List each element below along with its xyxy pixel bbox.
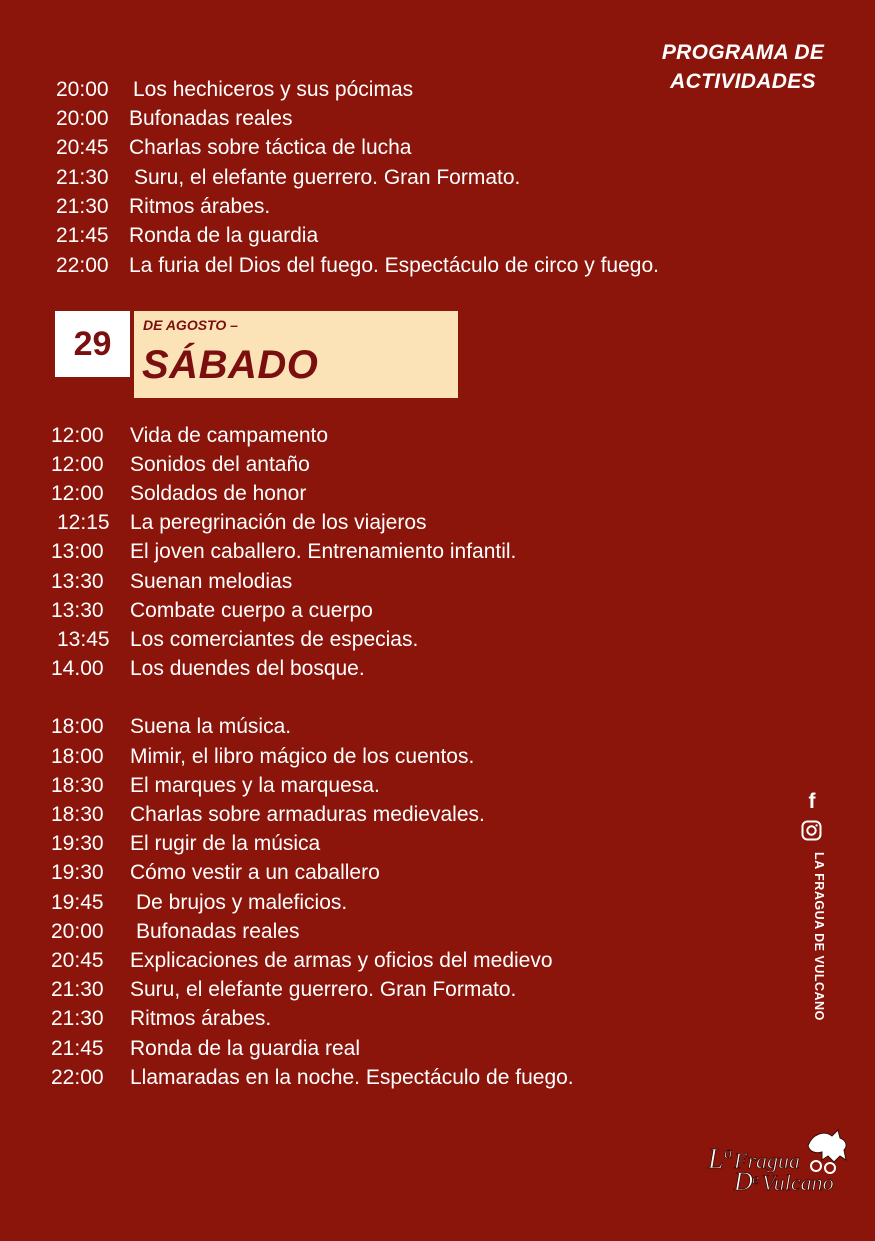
time: 13:30: [51, 570, 104, 593]
activity: Llamaradas en la noche. Espectáculo de fuego.: [130, 1066, 574, 1089]
activity: Los duendes del bosque.: [130, 657, 365, 680]
time: 18:00: [51, 745, 104, 768]
svg-text:a: a: [724, 1143, 733, 1162]
time: 21:30: [56, 166, 109, 189]
time: 14.00: [51, 657, 104, 680]
time: 13:00: [51, 540, 104, 563]
instagram-icon[interactable]: [801, 820, 822, 841]
activity: Cómo vestir a un caballero: [130, 861, 380, 884]
activity: La peregrinación de los viajeros: [130, 511, 427, 534]
activity: Sonidos del antaño: [130, 453, 310, 476]
activity: Suenan melodias: [130, 570, 293, 593]
la-fragua-de-vulcano-logo: [704, 1124, 856, 1196]
time: 20:00: [56, 107, 109, 130]
time: 18:30: [51, 774, 104, 797]
activity: Explicaciones de armas y oficios del medievo: [130, 949, 553, 972]
svg-text:e: e: [752, 1171, 760, 1188]
time: 20:45: [56, 136, 109, 159]
activity: Los comerciantes de especias.: [130, 628, 419, 651]
activity: Suru, el elefante guerrero. Gran Formato.: [134, 166, 521, 189]
time: 19:45: [51, 891, 104, 914]
day-banner: [134, 311, 458, 398]
svg-text:Vulcano: Vulcano: [762, 1170, 834, 1195]
activity: Charlas sobre táctica de lucha: [129, 136, 412, 159]
time: 19:30: [51, 832, 104, 855]
time: 12:00: [51, 453, 104, 476]
activity: Suru, el elefante guerrero. Gran Formato.: [130, 978, 517, 1001]
activity: Ritmos árabes.: [130, 1007, 272, 1030]
activity: De brujos y maleficios.: [136, 891, 348, 914]
activity: La furia del Dios del fuego. Espectáculo de circo y fuego.: [129, 254, 659, 277]
time: 21:30: [56, 195, 109, 218]
svg-text:L: L: [708, 1144, 724, 1175]
activity: Bufonadas reales: [136, 920, 300, 943]
time: 12:00: [51, 482, 104, 505]
day-subtitle: DE AGOSTO –: [143, 317, 238, 333]
program-header: [630, 38, 856, 96]
activity: Combate cuerpo a cuerpo: [130, 599, 373, 622]
activity: Bufonadas reales: [129, 107, 293, 130]
activity: Ronda de la guardia: [129, 224, 319, 247]
time: 20:00: [51, 920, 104, 943]
time: 21:45: [51, 1037, 104, 1060]
activity: El joven caballero. Entrenamiento infantil.: [130, 540, 517, 563]
facebook-icon[interactable]: f: [808, 790, 816, 813]
time: 20:45: [51, 949, 104, 972]
social-handle: LA FRAGUA DE VULCANO: [812, 852, 826, 1021]
activity: El marques y la marquesa.: [130, 774, 380, 797]
time: 21:45: [56, 224, 109, 247]
day-weekday: SÁBADO: [142, 343, 319, 387]
time: 13:30: [51, 599, 104, 622]
day-number: 29: [55, 311, 130, 377]
activity: Vida de campamento: [130, 424, 329, 447]
activity: Soldados de honor: [130, 482, 307, 505]
time: 13:45: [57, 628, 110, 651]
header-line-2: ACTIVIDADES: [670, 70, 816, 93]
svg-text:D: D: [734, 1167, 753, 1196]
activity: Ronda de la guardia real: [130, 1037, 360, 1060]
time: 12:15: [57, 511, 110, 534]
time: 19:30: [51, 861, 104, 884]
time: 12:00: [51, 424, 104, 447]
activity: Mimir, el libro mágico de los cuentos.: [130, 745, 475, 768]
header-line-1: PROGRAMA DE: [661, 41, 825, 64]
time: 21:30: [51, 978, 104, 1001]
activity: El rugir de la música: [130, 832, 321, 855]
time: 18:00: [51, 715, 104, 738]
activity: Los hechiceros y sus pócimas: [133, 78, 414, 101]
svg-text:Fragua: Fragua: [734, 1148, 800, 1173]
time: 18:30: [51, 803, 104, 826]
time: 22:00: [51, 1066, 104, 1089]
time: 21:30: [51, 1007, 104, 1030]
social-links: [798, 792, 830, 1032]
activity: Ritmos árabes.: [129, 195, 271, 218]
time: 22:00: [56, 254, 109, 277]
time: 20:00: [56, 78, 109, 101]
activity: Suena la música.: [130, 715, 292, 738]
activity: Charlas sobre armaduras medievales.: [130, 803, 485, 826]
